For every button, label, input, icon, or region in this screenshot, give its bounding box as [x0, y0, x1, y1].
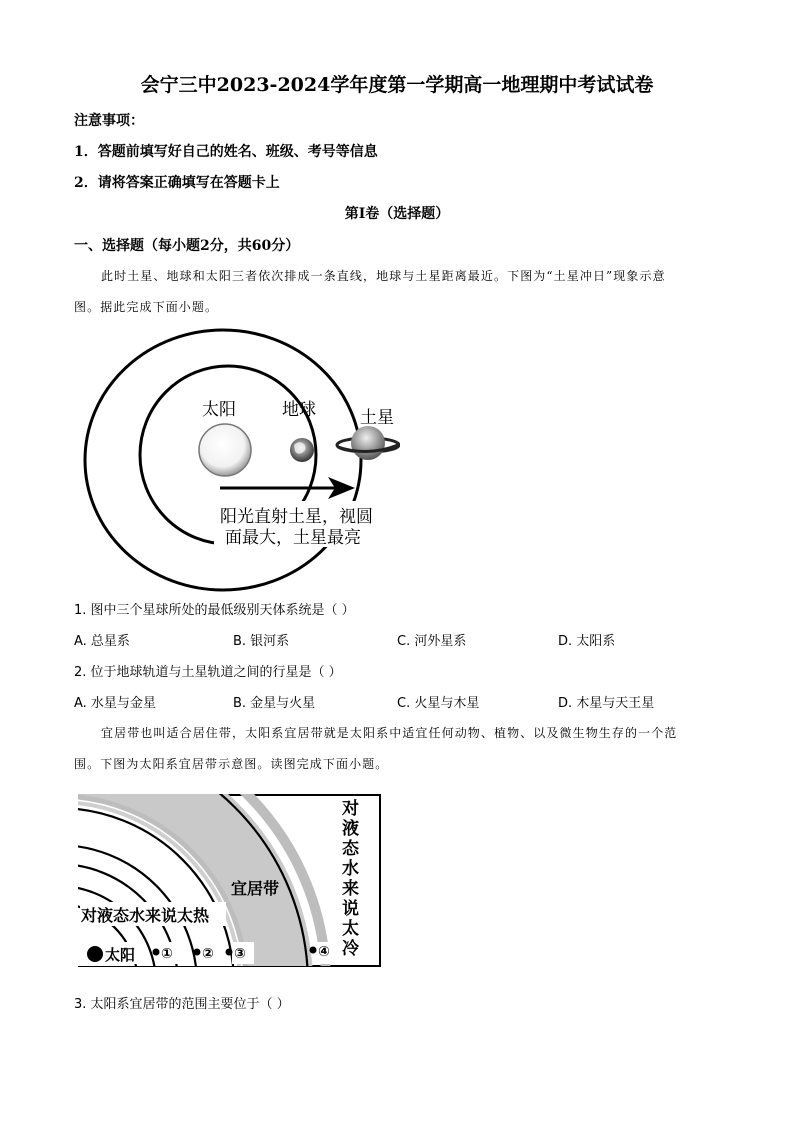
- option-b: B. 银河系: [233, 634, 290, 649]
- option-b: B. 金星与火星: [233, 696, 316, 711]
- svg-text:冷: 冷: [342, 939, 359, 959]
- notice-item: 2．请将答案正确填写在答题卡上: [74, 175, 280, 191]
- caption-line: 阳光直射土星，视圆: [220, 507, 373, 527]
- label-earth: 地球: [282, 400, 316, 420]
- question-stem: 2. 位于地球轨道与土星轨道之间的行星是（ ）: [74, 665, 342, 680]
- page-title: 会宁三中2023-2024学年度第一学期高一地理期中考试试卷: [140, 74, 654, 96]
- volume-title: 第I卷（选择题）: [344, 206, 450, 222]
- label-saturn: 土星: [360, 408, 394, 428]
- passage-line: 宜居带也叫适合居住带，太阳系宜居带就是太阳系中适宜任何动物、植物、以及微生物生存的一个范: [101, 726, 678, 740]
- label-sun: 太阳: [105, 946, 136, 964]
- question-stem: 1. 图中三个星球所处的最低级别天体系统是（ ）: [74, 603, 355, 618]
- marker-4: ④: [318, 944, 330, 960]
- svg-text:来: 来: [342, 879, 359, 899]
- label-too-cold: [342, 798, 360, 959]
- marker-3: ③: [234, 946, 246, 962]
- passage-line: 围。下图为太阳系宜居带示意图。读图完成下面小题。: [74, 757, 389, 771]
- option-d: D. 木星与天王星: [558, 696, 655, 711]
- notice-heading: 注意事项：: [74, 113, 144, 129]
- svg-text:液: 液: [342, 819, 359, 839]
- section-heading: 一、选择题（每小题2分，共60分）: [74, 238, 300, 254]
- marker-2: ②: [202, 946, 214, 962]
- marker-1: ①: [161, 946, 173, 962]
- passage-line: 此时土星、地球和太阳三者依次排成一条直线，地球与土星距离最近。下图为“土星冲日”现象示意: [101, 269, 666, 283]
- passage-line: 图。据此完成下面小题。: [74, 300, 219, 314]
- saturn-symbol: [337, 426, 399, 460]
- sun-symbol: [199, 424, 251, 476]
- svg-text:说: 说: [342, 899, 359, 919]
- option-c: C. 火星与木星: [397, 696, 480, 711]
- svg-text:态: 态: [342, 839, 359, 859]
- sun-dot: [87, 946, 103, 962]
- habitable-zone-figure: [78, 794, 382, 968]
- svg-text:太: 太: [342, 919, 359, 939]
- question-stem: 3. 太阳系宜居带的范围主要位于（ ）: [74, 997, 290, 1012]
- saturn-opposition-figure: [80, 325, 400, 595]
- option-a: A. 总星系: [74, 634, 130, 649]
- label-sun: 太阳: [202, 400, 236, 420]
- caption-line: 面最大，土星最亮: [225, 528, 361, 548]
- option-a: A. 水星与金星: [74, 696, 156, 711]
- svg-text:水: 水: [342, 859, 359, 879]
- label-habitable: 宜居带: [231, 879, 280, 898]
- svg-text:对: 对: [342, 799, 359, 819]
- option-d: D. 太阳系: [558, 634, 616, 649]
- label-too-hot: 对液态水来说太热: [81, 906, 210, 925]
- notice-item: 1．答题前填写好自己的姓名、班级、考号等信息: [74, 144, 378, 160]
- option-c: C. 河外星系: [397, 634, 467, 649]
